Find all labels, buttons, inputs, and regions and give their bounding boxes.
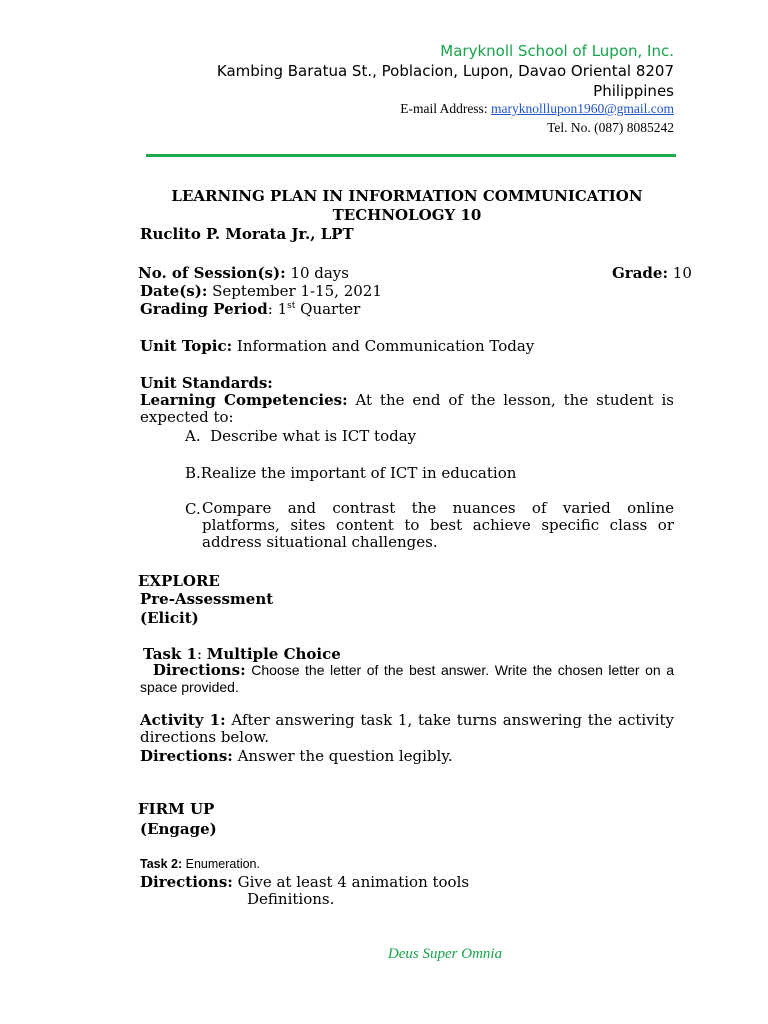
task-2-text: Enumeration. <box>182 857 260 871</box>
task-1-label: Task 1 <box>143 645 197 663</box>
sessions-label: No. of Session(s): <box>138 264 286 282</box>
school-motto: Deus Super Omnia <box>387 946 503 962</box>
author: Ruclito P. Morata Jr., LPT <box>140 225 354 243</box>
grade-label: Grade: <box>612 264 669 282</box>
period-pre: : 1 <box>267 300 288 318</box>
engage: (Engage) <box>140 820 217 838</box>
competency-b <box>185 464 516 482</box>
dates <box>140 282 382 300</box>
task-1-directions-label: Directions: <box>152 661 246 679</box>
activity-1-directions-text: Answer the question legibly. <box>232 747 453 765</box>
email-label: E-mail Address: <box>400 101 491 116</box>
activity-1-text: After answering task 1, take turns answering the activity directions below. <box>140 711 674 746</box>
competency-a <box>185 427 416 445</box>
unit-topic-value: Information and Communication Today <box>232 337 535 355</box>
activity-1-label: Activity 1: <box>140 711 226 729</box>
sessions <box>138 264 349 282</box>
competency-a-text: Describe what is ICT today <box>210 427 417 445</box>
email-link[interactable]: maryknolllupon1960@gmail.com <box>490 101 674 116</box>
task-2-directions-label: Directions: <box>140 873 233 891</box>
firm-up-heading: FIRM UP <box>138 800 215 818</box>
task-1-directions <box>140 662 674 696</box>
task-2-directions <box>140 873 469 891</box>
task-2 <box>140 857 260 871</box>
elicit: (Elicit) <box>140 609 199 627</box>
school-name: Maryknoll School of Lupon, Inc. <box>440 42 674 60</box>
address-line-1: Kambing Baratua St., Poblacion, Lupon, Davao Oriental 8207 <box>216 62 674 80</box>
dates-value: September 1-15, 2021 <box>207 282 382 300</box>
pre-assessment: Pre-Assessment <box>140 590 274 608</box>
grade <box>612 264 692 282</box>
email-line <box>400 101 674 117</box>
unit-standards: Unit Standards: <box>140 374 273 392</box>
definitions: Definitions. <box>247 890 335 908</box>
plan-title-line-1: LEARNING PLAN IN INFORMATION COMMUNICATION <box>171 187 643 205</box>
competency-b-text: Realize the important of ICT in education <box>200 464 517 482</box>
unit-topic <box>140 337 534 355</box>
dates-label: Date(s): <box>140 282 208 300</box>
sessions-value: 10 days <box>285 264 349 282</box>
activity-1 <box>140 712 674 746</box>
activity-1-directions <box>140 747 453 765</box>
grading-period <box>140 300 360 318</box>
activity-1-directions-label: Directions: <box>140 747 233 765</box>
plan-title <box>140 187 674 225</box>
learning-competencies <box>140 392 674 426</box>
task-1-directions-text: Choose the letter of the best answer. Write the chosen letter on a space provided. <box>140 662 674 695</box>
task-2-directions-text: Give at least 4 animation tools <box>232 873 470 891</box>
competencies-text: At the end of the lesson, the student is expected to: <box>140 391 675 426</box>
explore-heading: EXPLORE <box>138 572 220 590</box>
unit-topic-label: Unit Topic: <box>140 337 233 355</box>
period-label: Grading Period <box>140 300 268 318</box>
period-sup: st <box>287 301 296 311</box>
competencies-label: Learning Competencies: <box>140 391 348 409</box>
plan-title-line-2: TECHNOLOGY 10 <box>332 206 482 224</box>
competency-c-marker: C. <box>185 500 201 518</box>
task-1-name: Multiple Choice <box>206 645 341 663</box>
task-1-colon: : <box>196 645 207 663</box>
competency-a-marker: A. <box>185 427 201 445</box>
header-divider <box>146 154 676 157</box>
competency-b-marker: B. <box>185 464 201 482</box>
period-post: Quarter <box>295 300 361 318</box>
task-2-label: Task 2: <box>140 857 183 871</box>
telephone: Tel. No. (087) 8085242 <box>547 120 674 135</box>
competency-c-text: Compare and contrast the nuances of varied online platforms, sites content to best achieve specific class or address situational challenges. <box>202 499 674 551</box>
address-line-2: Philippines <box>593 82 674 100</box>
grade-value: 10 <box>668 264 692 282</box>
